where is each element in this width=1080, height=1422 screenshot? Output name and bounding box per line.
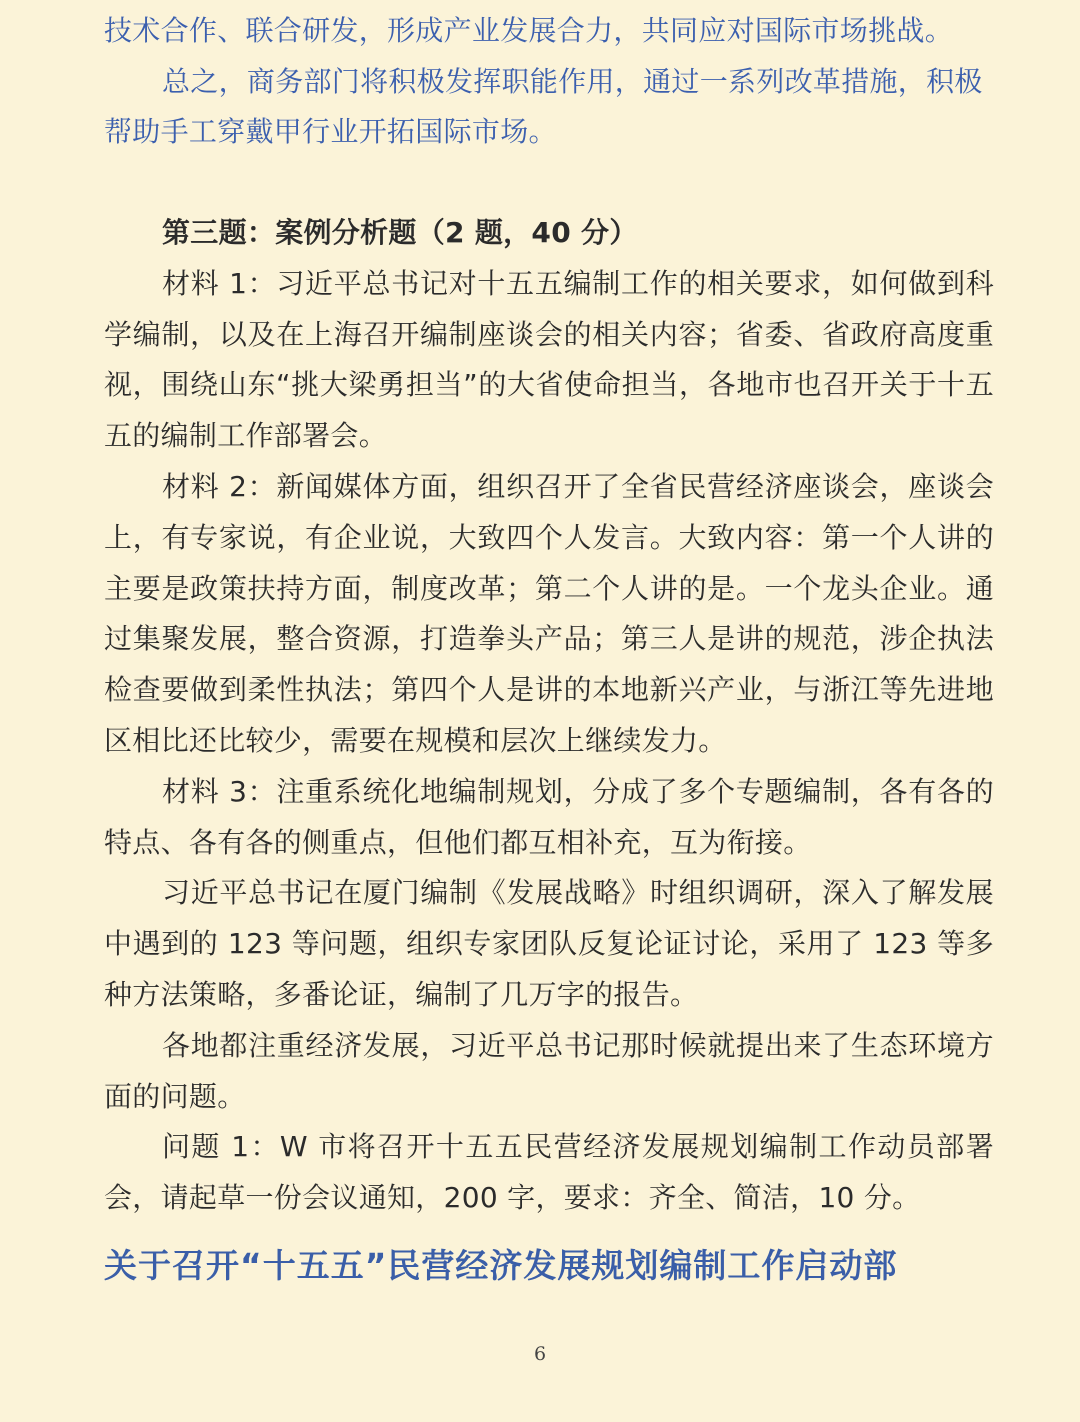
material-2: 材料 2：新闻媒体方面，组织召开了全省民营经济座谈会，座谈会上，有专家说，有企业说，大致四个人发言。大致内容：第一个人讲的主要是政策扶持方面，制度改革；第二个人讲的是。一个龙头企业。通过集聚发展，整合资源，打造拳头产品；第三人是讲的规范，涉企执法检查要做到柔性执法；第四个人是讲的本地新兴产业，与浙江等先进地区相比还比较少，需要在规模和层次上继续发力。 [104, 469, 994, 757]
case-analysis-section [104, 208, 994, 1224]
material-3-xiamen: 习近平总书记在厦门编制《发展战略》时组织调研，深入了解发展中遇到的 123 等问题，组织专家团队反复论证讨论，采用了 123 等多种方法策略，多番论证，编制了几万字的报告。 [104, 876, 994, 1011]
page-number: 6 [533, 1343, 547, 1365]
paragraph-continuation: 技术合作、联合研发，形成产业发展合力，共同应对国际市场挑战。 [104, 14, 954, 47]
paragraph-summary: 总之，商务部门将积极发挥职能作用，通过一系列改革措施，积极帮助手工穿戴甲行业开拓国际市场。 [104, 64, 983, 148]
question-1: 问题 1：W 市将召开十五五民营经济发展规划编制工作动员部署会，请起草一份会议通知，200 字，要求：齐全、简洁，10 分。 [104, 1130, 994, 1215]
section-title: 第三题：案例分析题（2 题，40 分） [162, 216, 638, 249]
answer-conclusion [104, 6, 994, 158]
material-1: 材料 1：习近平总书记对十五五编制工作的相关要求，如何做到科学编制，以及在上海召开编制座谈会的相关内容；省委、省政府高度重视，围绕山东“挑大梁勇担当”的大省使命担当，各地市也召开关于十五五的编制工作部署会。 [104, 266, 994, 453]
material-3-ecology: 各地都注重经济发展，习近平总书记那时候就提出来了生态环境方面的问题。 [104, 1028, 994, 1113]
notice-title: 关于召开“十五五”民营经济发展规划编制工作启动部 [104, 1246, 898, 1285]
material-3: 材料 3：注重系统化地编制规划，分成了多个专题编制，各有各的特点、各有各的侧重点，但他们都互相补充，互为衔接。 [104, 774, 994, 859]
